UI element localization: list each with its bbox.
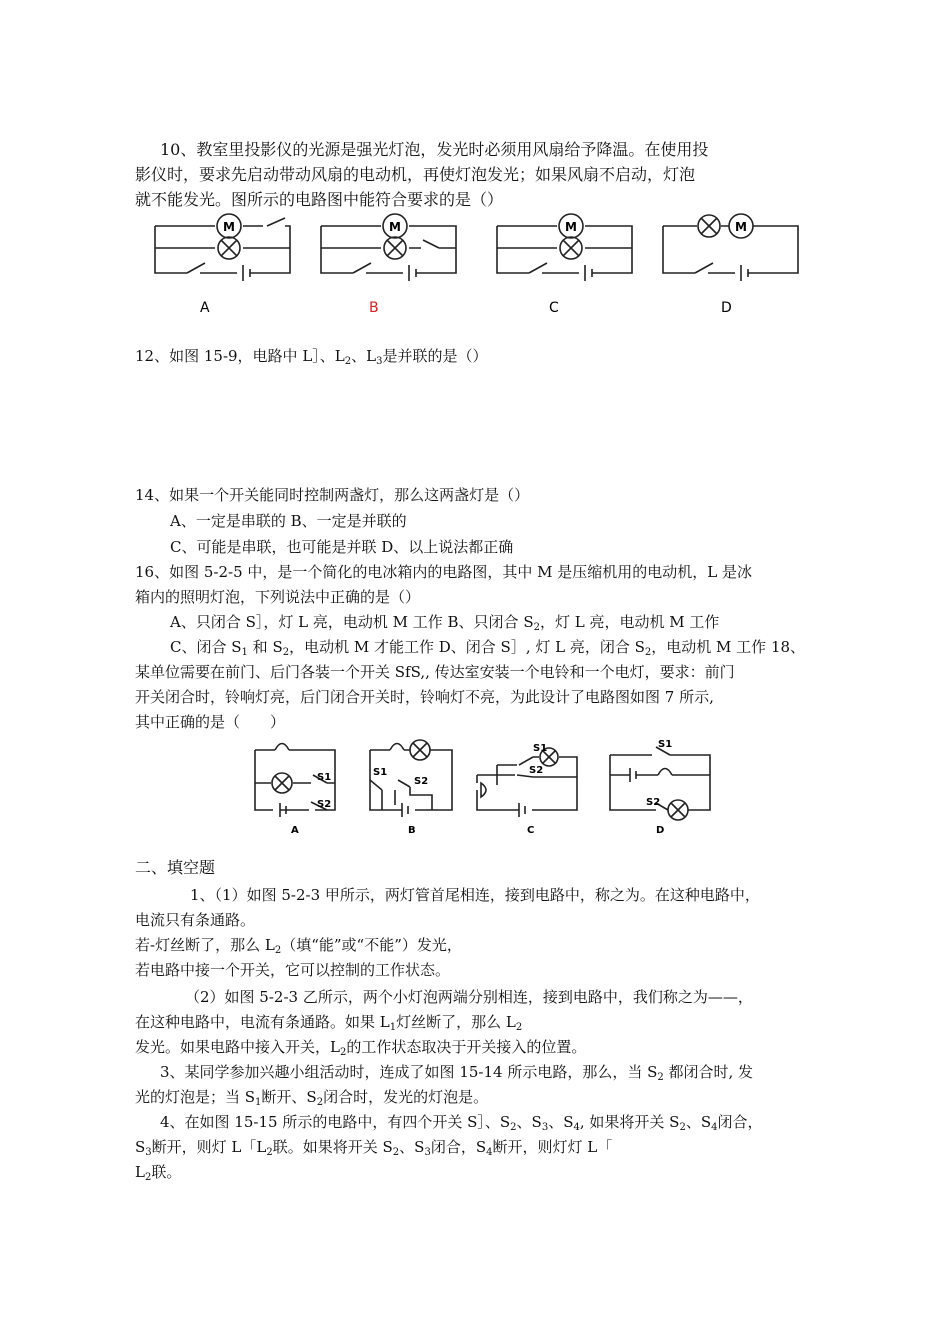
f1-line-7: 发光。如果电路中接入开关，$L_2$的工作状态取决于开关接入的位置。 [135, 1038, 587, 1058]
f3-line-1: 3、某同学参加兴趣小组活动时，连成了如图 15-14 所示电路，那么，当 $S_2$ 都闭合时, 发 [160, 1063, 754, 1083]
svg-text:S1: S1 [658, 739, 673, 750]
bell-icon [390, 744, 404, 751]
circuit-18b [370, 740, 452, 836]
q16-option-cd: C、闭合 $S_1$ 和 $S_2$，电动机 M 才能工作 D、闭合 S］, 灯 L 亮，闭合 $S_2$，电动机 M 工作 18、 [170, 638, 806, 658]
svg-text:M: M [735, 220, 747, 234]
q18-line-2: 开关闭合时，铃响灯亮，后门闭合开关时，铃响灯不亮，为此设计了电路图如图 7 所示, [135, 688, 714, 706]
q10-line-1: 10、教室里投影仪的光源是强光灯泡，发光时必须用风扇给予降温。在使用投 [160, 140, 709, 159]
svg-text:S1: S1 [373, 767, 388, 778]
q16-line-2: 箱内的照明灯泡，下列说法中正确的是（） [135, 588, 421, 606]
f1-line-4: 若电路中接一个开关，它可以控制的工作状态。 [135, 961, 451, 979]
q18-line-3: 其中正确的是（ ） [135, 713, 286, 731]
f3-line-2: 光的灯泡是；当 $S_1$断开、$S_2$闭合时，发光的灯泡是。 [135, 1088, 489, 1108]
circuit-label-18b: B [408, 825, 416, 836]
svg-text:M: M [565, 220, 577, 234]
svg-text:S2: S2 [529, 765, 544, 776]
q14-line-1: 14、如果一个开关能同时控制两盏灯，那么这两盏灯是（） [135, 486, 530, 504]
q16-line-1: 16、如图 5-2-5 中，是一个简化的电冰箱内的电路图，其中 M 是压缩机用的电动机，L 是冰 [135, 563, 753, 581]
f4-line-3: $L_2$联。 [135, 1163, 182, 1183]
svg-text:S1: S1 [317, 772, 332, 783]
circuit-b [321, 214, 456, 316]
f1-line-5: （2）如图 5-2-3 乙所示，两个小灯泡两端分别相连，接到电路中，我们称之为——， [185, 988, 753, 1006]
section-heading: 二、填空题 [135, 858, 216, 877]
q16-option-ab: A、只闭合 S］，灯 L 亮，电动机 M 工作 B、只闭合 $S_2$，灯 L 亮，电动机 M 工作 [170, 613, 720, 633]
svg-text:S1: S1 [533, 743, 548, 754]
f1-line-1: 1、（1）如图 5-2-3 甲所示，两灯管首尾相连，接到电路中，称之为。在这种电路中， [190, 886, 760, 904]
circuit-18a [255, 744, 335, 837]
svg-text:S2: S2 [317, 799, 332, 810]
q10-circuit-figure [140, 208, 820, 323]
battery-icon [519, 803, 525, 817]
svg-text:M: M [389, 220, 401, 234]
q18-circuit-figure [245, 735, 715, 840]
battery-icon [630, 768, 636, 782]
circuit-label-a: A [200, 300, 210, 316]
circuit-d [663, 214, 798, 316]
battery-icon [243, 265, 250, 281]
q18-line-1: 某单位需要在前门、后门各装一个开关 SfS,, 传达室安装一个电铃和一个电灯，要求：前门 [135, 663, 735, 681]
q10-line-2: 影仪时，要求先启动带动风扇的电动机，再使灯泡发光；如果风扇不启动，灯泡 [135, 165, 696, 184]
circuit-label-c: C [549, 300, 559, 316]
circuit-label-18c: C [527, 825, 535, 836]
bell-icon [481, 783, 486, 797]
circuit-label-d: D [721, 300, 732, 316]
battery-icon [741, 265, 748, 281]
f1-line-3: 若-灯丝断了，那么 $L_2$（填“能”或“不能”）发光， [135, 936, 462, 956]
q12-line: 12、如图 15-9，电路中 L］、$L_2$、$L_3$是并联的是（） [135, 347, 488, 367]
q10-line-3: 就不能发光。图所示的电路图中能符合要求的是（） [135, 190, 504, 209]
svg-text:M: M [223, 220, 235, 234]
circuit-label-b: B [369, 300, 379, 316]
circuit-18d [610, 739, 710, 836]
battery-icon [585, 265, 592, 281]
q14-option-ab: A、一定是串联的 B、一定是并联的 [170, 512, 407, 530]
circuit-label-18d: D [656, 825, 665, 836]
battery-icon [409, 265, 416, 281]
circuit-18c [477, 743, 577, 836]
battery-icon [402, 803, 408, 817]
f4-line-1: 4、在如图 15-15 所示的电路中，有四个开关 S］、$S_2$、$S_3$、$S_4$, 如果将开关 $S_2$、$S_4$闭合， [160, 1113, 763, 1133]
circuit-label-18a: A [291, 825, 299, 836]
f4-line-2: $S_3$断开，则灯 L「$L_2$联。如果将开关 $S_2$、$S_3$闭合，$S_4$断开，则灯灯 L「 [135, 1138, 613, 1158]
circuit-a [155, 214, 290, 316]
bell-icon [275, 744, 289, 751]
f1-line-2: 电流只有条通路。 [135, 911, 256, 929]
circuit-c [497, 214, 632, 316]
q14-option-cd: C、可能是串联，也可能是并联 D、以上说法都正确 [170, 538, 514, 556]
svg-text:S2: S2 [646, 797, 661, 808]
bell-icon [658, 769, 672, 776]
svg-text:S2: S2 [414, 776, 429, 787]
f1-line-6: 在这种电路中，电流有条通路。如果 $L_1$灯丝断了，那么 $L_2$ [135, 1013, 523, 1033]
